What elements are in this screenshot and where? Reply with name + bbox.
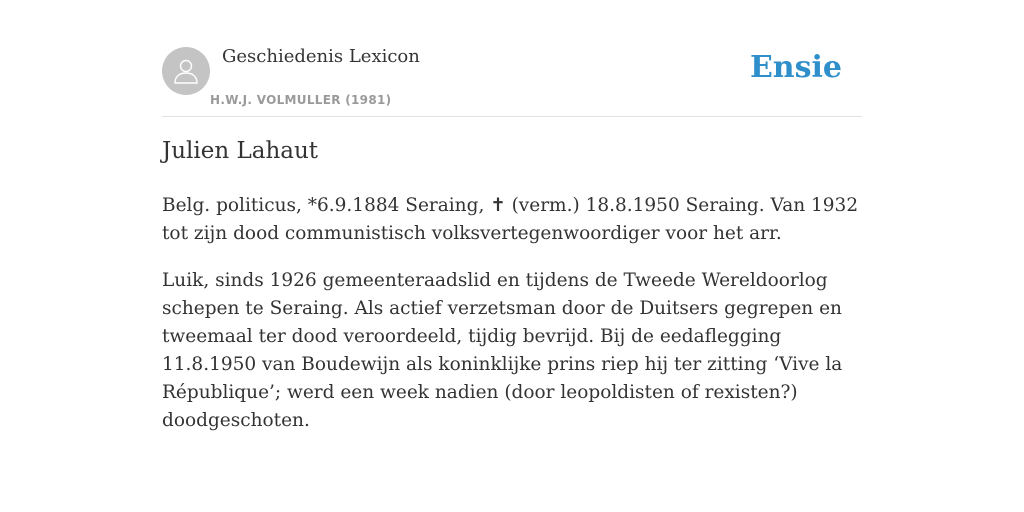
user-icon — [171, 56, 201, 86]
author-name: H.W.J. VOLMULLER (1981) — [210, 93, 392, 107]
brand-logo[interactable]: Ensie — [749, 50, 842, 85]
avatar[interactable] — [162, 47, 210, 95]
article-title: Julien Lahaut — [162, 138, 319, 164]
article-paragraph: Luik, sinds 1926 gemeenteraadslid en tijdens de Tweede Wereldoorlog schepen te Seraing. Als actief verzetsman door de Duitsers gegrepen en tweemaal ter dood veroordeeld, tijdig bevrijd. Bij de eedaflegging 11.8.1950 van Boudewijn als koninklijke prins riep hij ter zitting ‘Vive la République’; werd een week nadien (door leopoldisten of rexisten?) doodgeschoten. — [162, 270, 843, 431]
article-card — [162, 0, 862, 512]
source-title-link[interactable]: Geschiedenis Lexicon — [222, 46, 420, 67]
article-paragraph: Belg. politicus, *6.9.1884 Seraing, ✝ (verm.) 18.8.1950 Seraing. Van 1932 tot zijn dood communistisch volksvertegenwoordiger voor het arr. — [162, 195, 859, 244]
article-header — [162, 40, 862, 117]
article-body — [162, 192, 862, 454]
